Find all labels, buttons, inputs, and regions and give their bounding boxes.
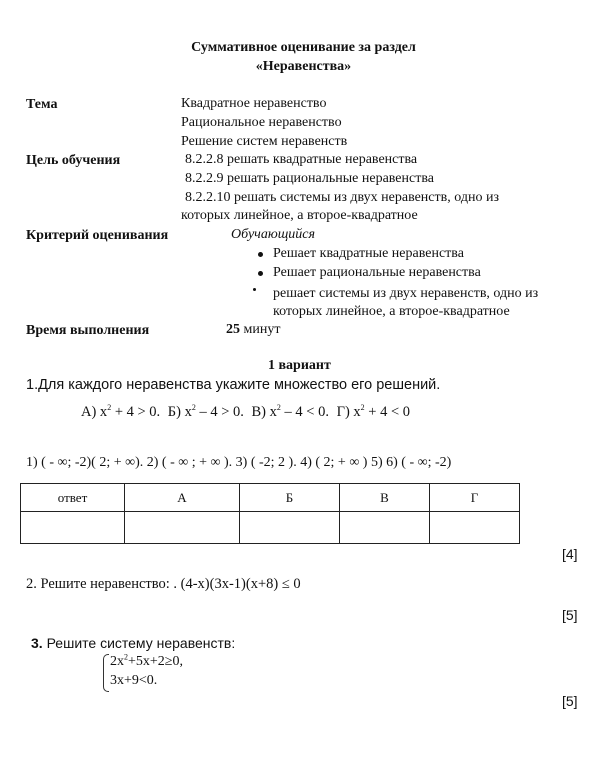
criteria-item: Решает рациональные неравенства xyxy=(273,265,481,280)
option-d: Г) $x^2 + 4 < 0$ xyxy=(336,403,411,420)
answer-cell[interactable] xyxy=(21,512,125,544)
criteria-intro: Обучающийся xyxy=(231,227,316,242)
task1-prompt: 1.Для каждого неравенства укажите множество его решений. xyxy=(26,377,441,393)
criteria-label: Критерий оценивания xyxy=(26,228,169,243)
page-title-line2: «Неравенства» xyxy=(255,59,352,74)
system-line1: $2х^2+5х+2\ge 0$, xyxy=(110,652,183,669)
variant-title: 1 вариант xyxy=(268,358,331,373)
table-header-cell: ответ xyxy=(21,484,125,512)
table-header-cell: Б xyxy=(240,484,340,512)
task1-answers: 1) ( - ∞; -2)( 2; + ∞). 2) ( - ∞ ; + ∞ ). 3) ( -2; 2 ). 4) ( 2; + ∞ ) 5) 6) ( - ∞; -2) xyxy=(26,455,452,470)
bullet-icon xyxy=(258,252,263,257)
option-b: Б) $x^2 - 4 > 0$. xyxy=(167,403,244,420)
goal-item: 8.2.2.10 решать системы из двух неравенств, одно из xyxy=(185,190,499,205)
task2-prompt: 2. Решите неравенство: . (4-х)(3х-1)(х+8) ≤ 0 xyxy=(26,576,301,592)
criteria-item: Решает квадратные неравенства xyxy=(273,246,464,261)
task3-prompt: Решите систему неравенств: xyxy=(42,635,236,651)
task3-score: [5] xyxy=(562,693,578,709)
task3-prompt-row xyxy=(31,635,235,651)
table-header-cell: Г xyxy=(430,484,520,512)
topic-item: Решение систем неравенств xyxy=(181,134,348,149)
option-a: А) $x^2 + 4 > 0$. xyxy=(81,403,161,420)
answer-cell[interactable] xyxy=(430,512,520,544)
table-answer-row[interactable] xyxy=(21,512,520,544)
table-header-cell: В xyxy=(340,484,430,512)
goal-item: 8.2.2.9 решать рациональные неравенства xyxy=(185,171,434,186)
table-header-cell: А xyxy=(125,484,240,512)
option-c: В) $x^2 - 4 < 0$. xyxy=(251,403,329,420)
page-title-line1: Суммативное оценивание за раздел xyxy=(191,40,416,55)
answer-cell[interactable] xyxy=(125,512,240,544)
goal-label: Цель обучения xyxy=(26,153,121,168)
bullet-icon xyxy=(258,271,263,276)
system-line2: 3х+9<0. xyxy=(110,673,158,688)
task3-number: 3. xyxy=(31,635,43,651)
table-header-row xyxy=(21,484,520,512)
time-label: Время выполнения xyxy=(26,323,150,338)
time-unit: минут xyxy=(243,322,281,337)
answer-cell[interactable] xyxy=(340,512,430,544)
system-brace xyxy=(103,654,109,692)
topic-label: Тема xyxy=(26,97,58,112)
criteria-item: которых линейное, а второе-квадратное xyxy=(273,304,510,319)
answer-cell[interactable] xyxy=(240,512,340,544)
topic-item: Квадратное неравенство xyxy=(181,96,327,111)
task1-options xyxy=(81,404,410,421)
answer-table xyxy=(20,483,520,544)
time-value-row xyxy=(226,322,280,338)
time-value: 25 xyxy=(226,322,240,337)
task1-score: [4] xyxy=(562,546,578,562)
bullet-icon xyxy=(253,288,256,291)
task2-score: [5] xyxy=(562,607,578,623)
goal-item: 8.2.2.8 решать квадратные неравенства xyxy=(185,152,418,167)
criteria-item: решает системы из двух неравенств, одно из xyxy=(273,286,539,301)
goal-item: которых линейное, а второе-квадратное xyxy=(181,208,418,223)
topic-item: Рациональное неравенство xyxy=(181,115,342,130)
